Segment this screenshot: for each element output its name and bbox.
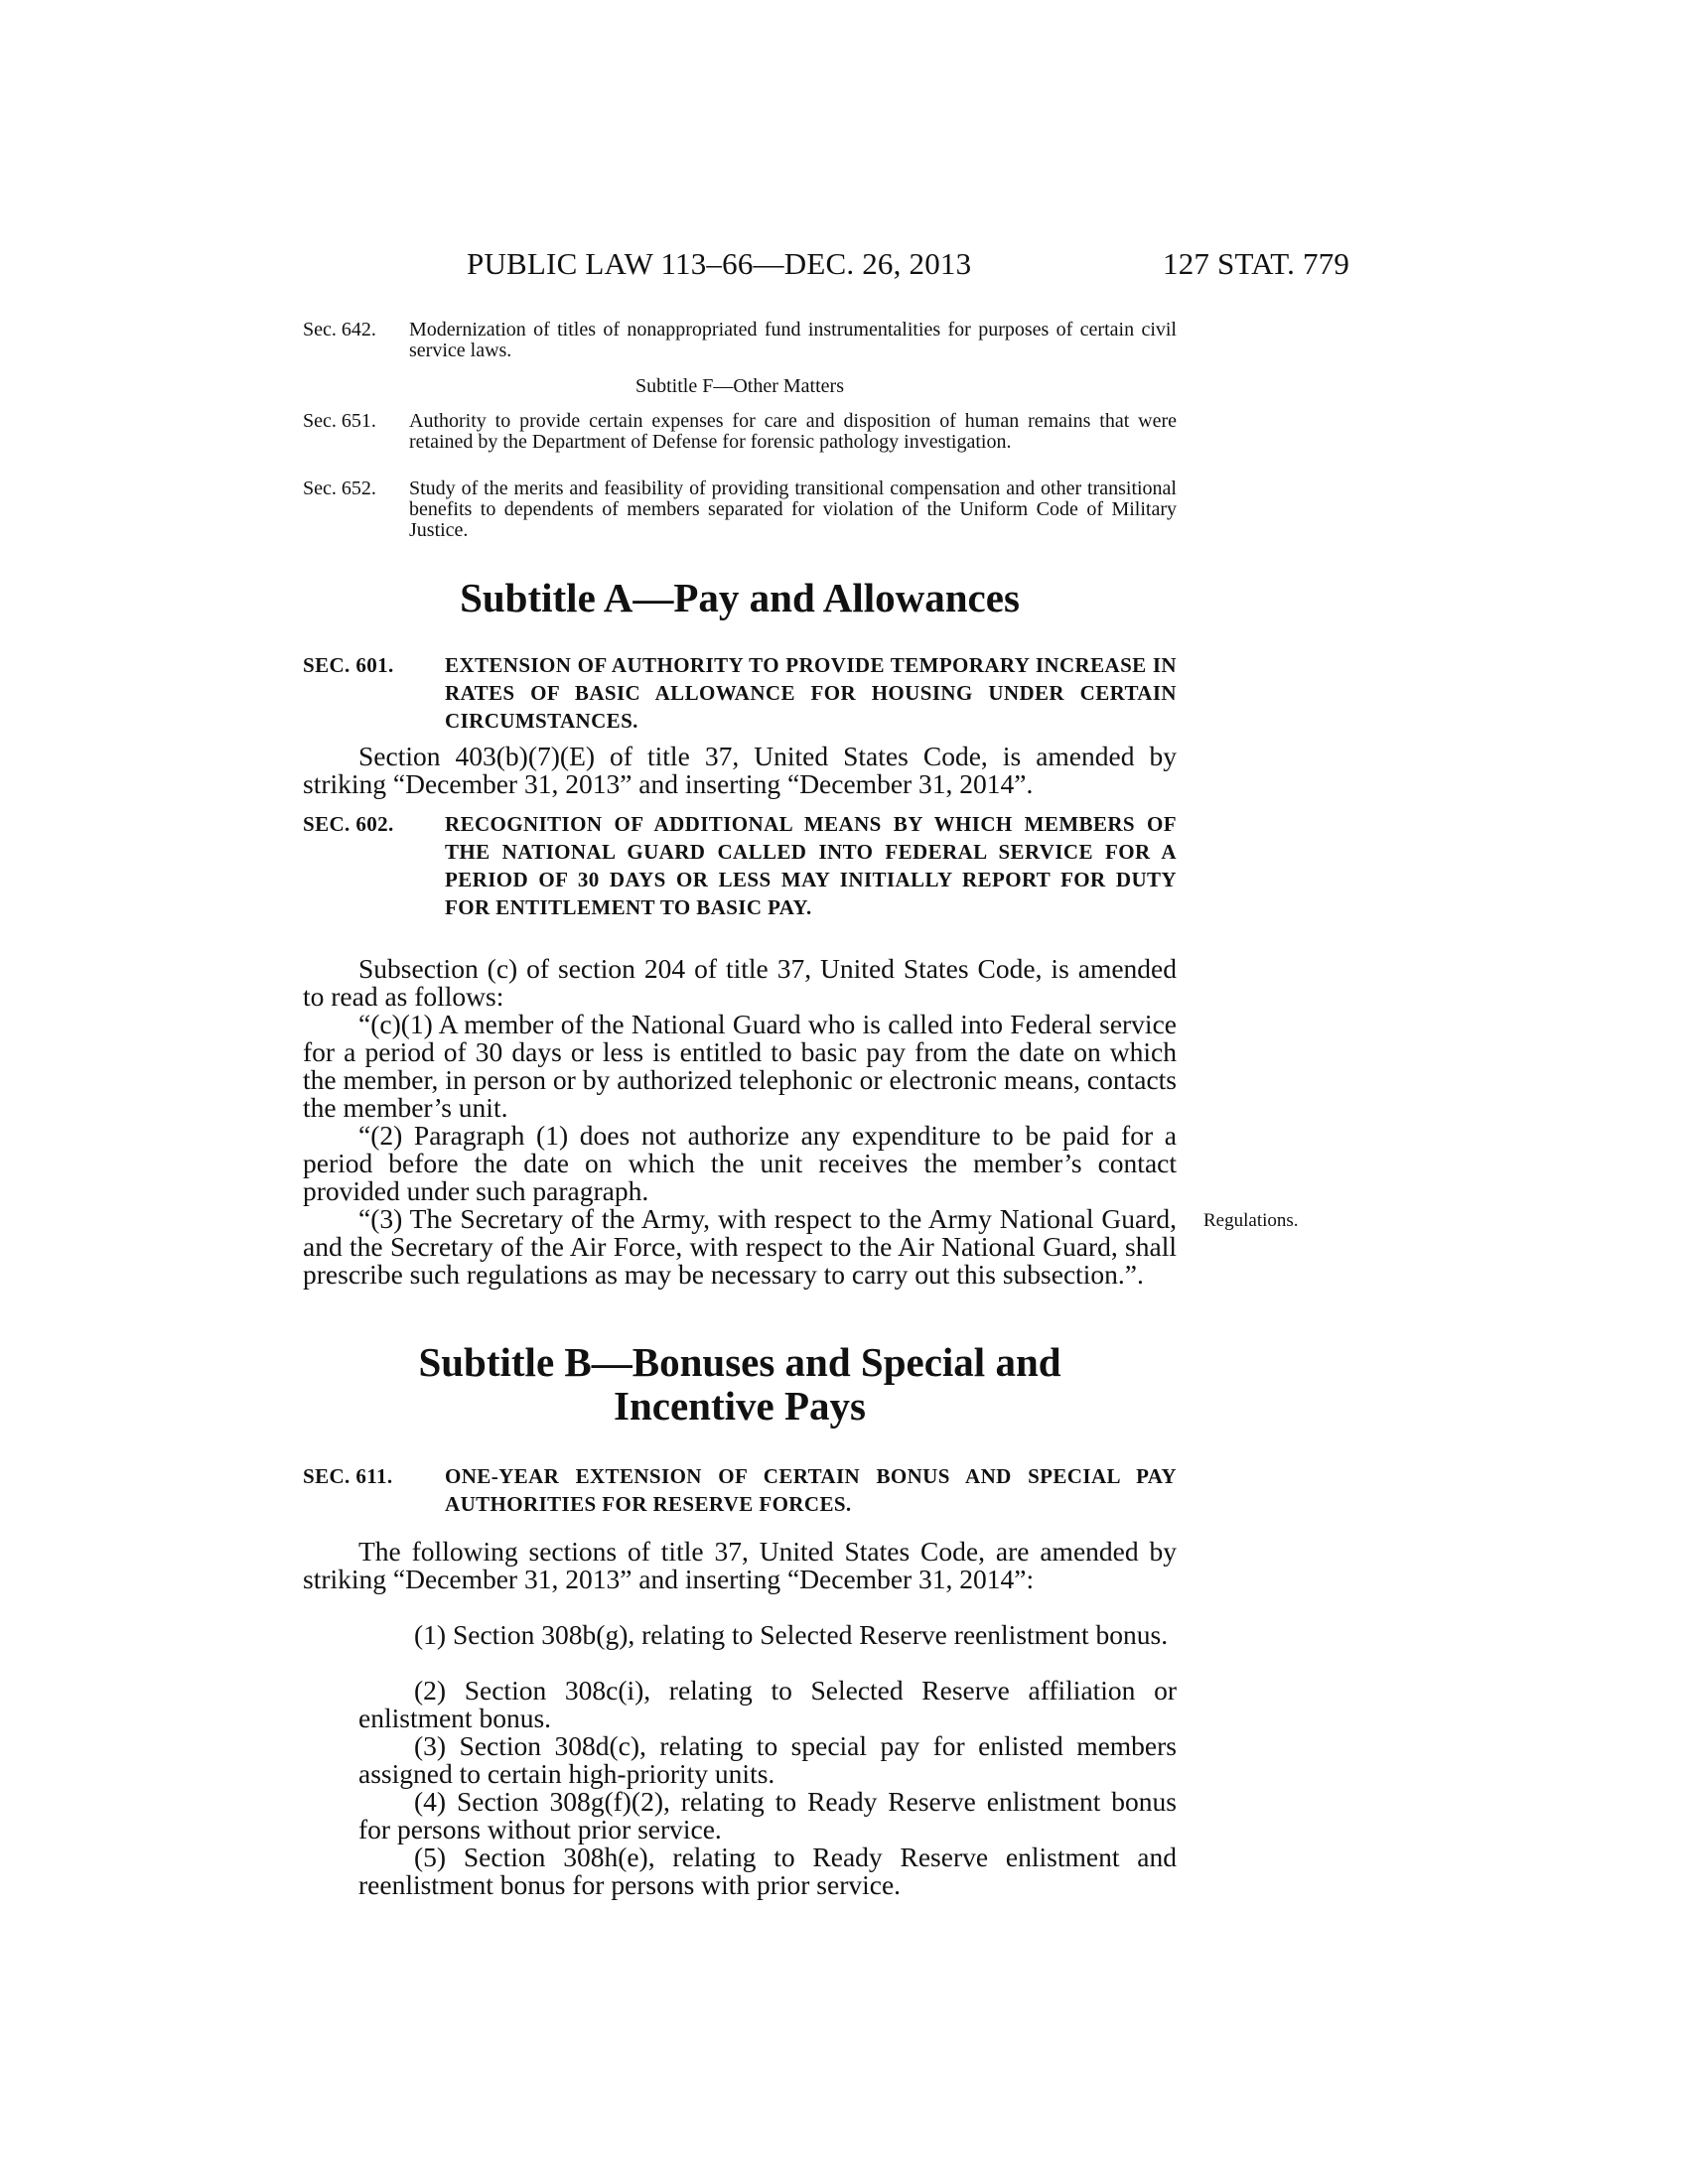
- section-601-body: Section 403(b)(7)(E) of title 37, United States Code, is amended by striking “December 31, 2013” and inserting “December 31, 2014”.: [303, 741, 1177, 799]
- toc-section-number: Sec. 652.: [303, 478, 376, 499]
- toc-section-title: Authority to provide certain expenses for care and disposition of human remains that were retained by the Department of Defense for forensic pathology investigation.: [409, 410, 1177, 453]
- subtitle-b-line-1: Subtitle B—Bonuses and Special and: [418, 1339, 1061, 1385]
- section-602-paragraph-1: “(c)(1) A member of the National Guard who is called into Federal service for a period of 30 days or less is entitled to basic pay from the date on which the member, in person or by authorized telephonic or electronic means, contacts the member’s unit.: [303, 1009, 1177, 1123]
- section-611-intro: The following sections of title 37, United States Code, are amended by striking “December 31, 2013” and inserting “December 31, 2014”:: [303, 1536, 1177, 1594]
- section-611-item-2: [303, 1677, 1177, 1732]
- section-602-heading: [303, 810, 1177, 921]
- section-602-paragraph-3: “(3) The Secretary of the Army, with respect to the Army National Guard, and the Secretary of the Air Force, with respect to the Air National Guard, shall prescribe such regulations as may be necessary to carry out this subsection.”.: [303, 1203, 1177, 1290]
- section-601-heading: [303, 651, 1177, 735]
- section-602-paragraph-2: “(2) Paragraph (1) does not authorize any expenditure to be paid for a period before the date on which the unit receives the member’s contact provided under such paragraph.: [303, 1120, 1177, 1206]
- section-611-item-4: [303, 1788, 1177, 1843]
- toc-section-title: Study of the merits and feasibility of providing transitional compensation and other transitional benefits to dependents of members separated for violation of the Uniform Code of Military Justice.: [409, 478, 1177, 541]
- list-item-text: (4) Section 308g(f)(2), relating to Ready Reserve enlistment bonus for persons without prior service.: [358, 1786, 1177, 1844]
- subtitle-b-line-2: Incentive Pays: [614, 1383, 866, 1429]
- section-number: SEC. 611.: [303, 1464, 393, 1488]
- section-611-item-3: [303, 1732, 1177, 1788]
- toc-subtitle-f: Subtitle F—Other Matters: [635, 375, 844, 397]
- section-number: SEC. 602.: [303, 812, 394, 836]
- toc-entry-652: [303, 478, 1177, 541]
- toc-entry-651: [303, 411, 1177, 453]
- running-header: PUBLIC LAW 113–66—DEC. 26, 2013: [467, 246, 972, 281]
- list-item-text: (3) Section 308d(c), relating to special pay for enlisted members assigned to certain high-priority units.: [358, 1730, 1177, 1789]
- list-item-text: (5) Section 308h(e), relating to Ready Reserve enlistment and reenlistment bonus for persons with prior service.: [358, 1842, 1177, 1900]
- section-number: SEC. 601.: [303, 653, 394, 677]
- toc-section-number: Sec. 651.: [303, 410, 376, 432]
- subtitle-a-heading: Subtitle A—Pay and Allowances: [460, 575, 1020, 620]
- section-title: ONE-YEAR EXTENSION OF CERTAIN BONUS AND SPECIAL PAY AUTHORITIES FOR RESERVE FORCES.: [445, 1464, 1177, 1516]
- list-item-text: (1) Section 308b(g), relating to Selected Reserve reenlistment bonus.: [414, 1619, 1169, 1650]
- toc-entry-642: [303, 320, 1177, 361]
- section-611-heading: [303, 1462, 1177, 1518]
- section-title: EXTENSION OF AUTHORITY TO PROVIDE TEMPORARY INCREASE IN RATES OF BASIC ALLOWANCE FOR HOUSING UNDER CERTAIN CIRCUMSTANCES.: [445, 653, 1177, 733]
- section-title: RECOGNITION OF ADDITIONAL MEANS BY WHICH MEMBERS OF THE NATIONAL GUARD CALLED INTO FEDERAL SERVICE FOR A PERIOD OF 30 DAYS OR LESS MAY INITIALLY REPORT FOR DUTY FOR ENTITLEMENT TO BASIC PAY.: [445, 812, 1177, 919]
- subtitle-b-heading: [303, 1340, 1177, 1428]
- toc-section-title: Modernization of titles of nonappropriated fund instrumentalities for purposes of certain civil service laws.: [409, 319, 1177, 361]
- margin-note-regulations: Regulations.: [1203, 1210, 1299, 1231]
- section-611-item-5: [303, 1843, 1177, 1899]
- page-citation: 127 STAT. 779: [1163, 246, 1350, 281]
- toc-section-number: Sec. 642.: [303, 319, 376, 341]
- section-611-item-1: [303, 1621, 1177, 1649]
- section-602-intro: Subsection (c) of section 204 of title 37, United States Code, is amended to read as follows:: [303, 953, 1177, 1012]
- list-item-text: (2) Section 308c(i), relating to Selected Reserve affiliation or enlistment bonus.: [358, 1675, 1177, 1733]
